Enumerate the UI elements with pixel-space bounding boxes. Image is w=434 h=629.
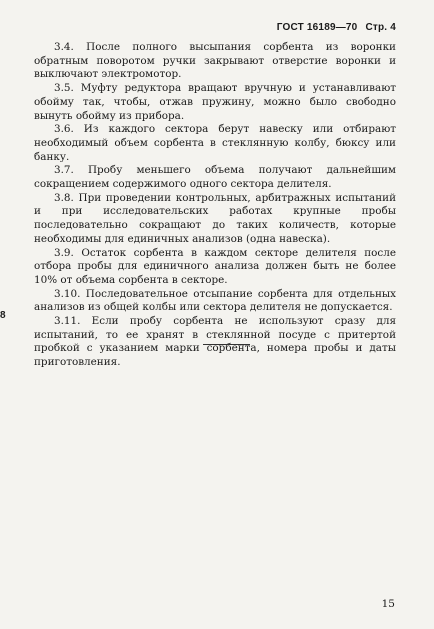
page-label: Стр. 4 [365,22,396,33]
paragraph-3-10: 3.10. Последовательное отсыпание сорбента для отдельных анализов из общей колбы или сектора делителя не допускается. [34,287,396,314]
standard-code: ГОСТ 16189—70 [276,22,358,33]
paragraph-3-11: 3.11. Если пробу сорбента не используют сразу для испытаний, то ее хранят в стеклянной посуде с притертой пробкой с указанием марки сорбента, номера пробы и даты приготовления. [34,315,396,369]
paragraph-3-8: 3.8. При проведении контрольных, арбитражных испытаний и при исследовательских работах крупные пробы последовательно сокращают до таких количеств, которые необходимы для единичных анализов (одна навеска). [34,191,396,245]
paragraph-3-9: 3.9. Остаток сорбента в каждом секторе делителя после отбора пробы для единичного анализа должен быть не более 10% от объема сорбента в секторе. [34,246,396,286]
page-number: 15 [381,598,395,610]
margin-mark: 8 [0,310,6,321]
page-header [277,22,396,33]
paragraph-3-5: 3.5. Муфту редуктора вращают вручную и устанавливают обойму так, чтобы, отжав пружину, можно было свободно вынуть обойму из прибора. [34,82,396,122]
body-text [34,41,396,370]
paragraph-3-4: 3.4. После полного высыпания сорбента из воронки обратным поворотом ручки закрывают отверстие воронки и выключают электромотор. [34,41,396,81]
paragraph-3-7: 3.7. Пробу меньшего объема получают дальнейшим сокращением содержимого одного сектора делителя. [34,164,396,191]
paragraph-3-6: 3.6. Из каждого сектора берут навеску или отбирают необходимый объем сорбента в стеклянную колбу, бюксу или банку. [34,123,396,163]
section-divider [203,344,250,345]
